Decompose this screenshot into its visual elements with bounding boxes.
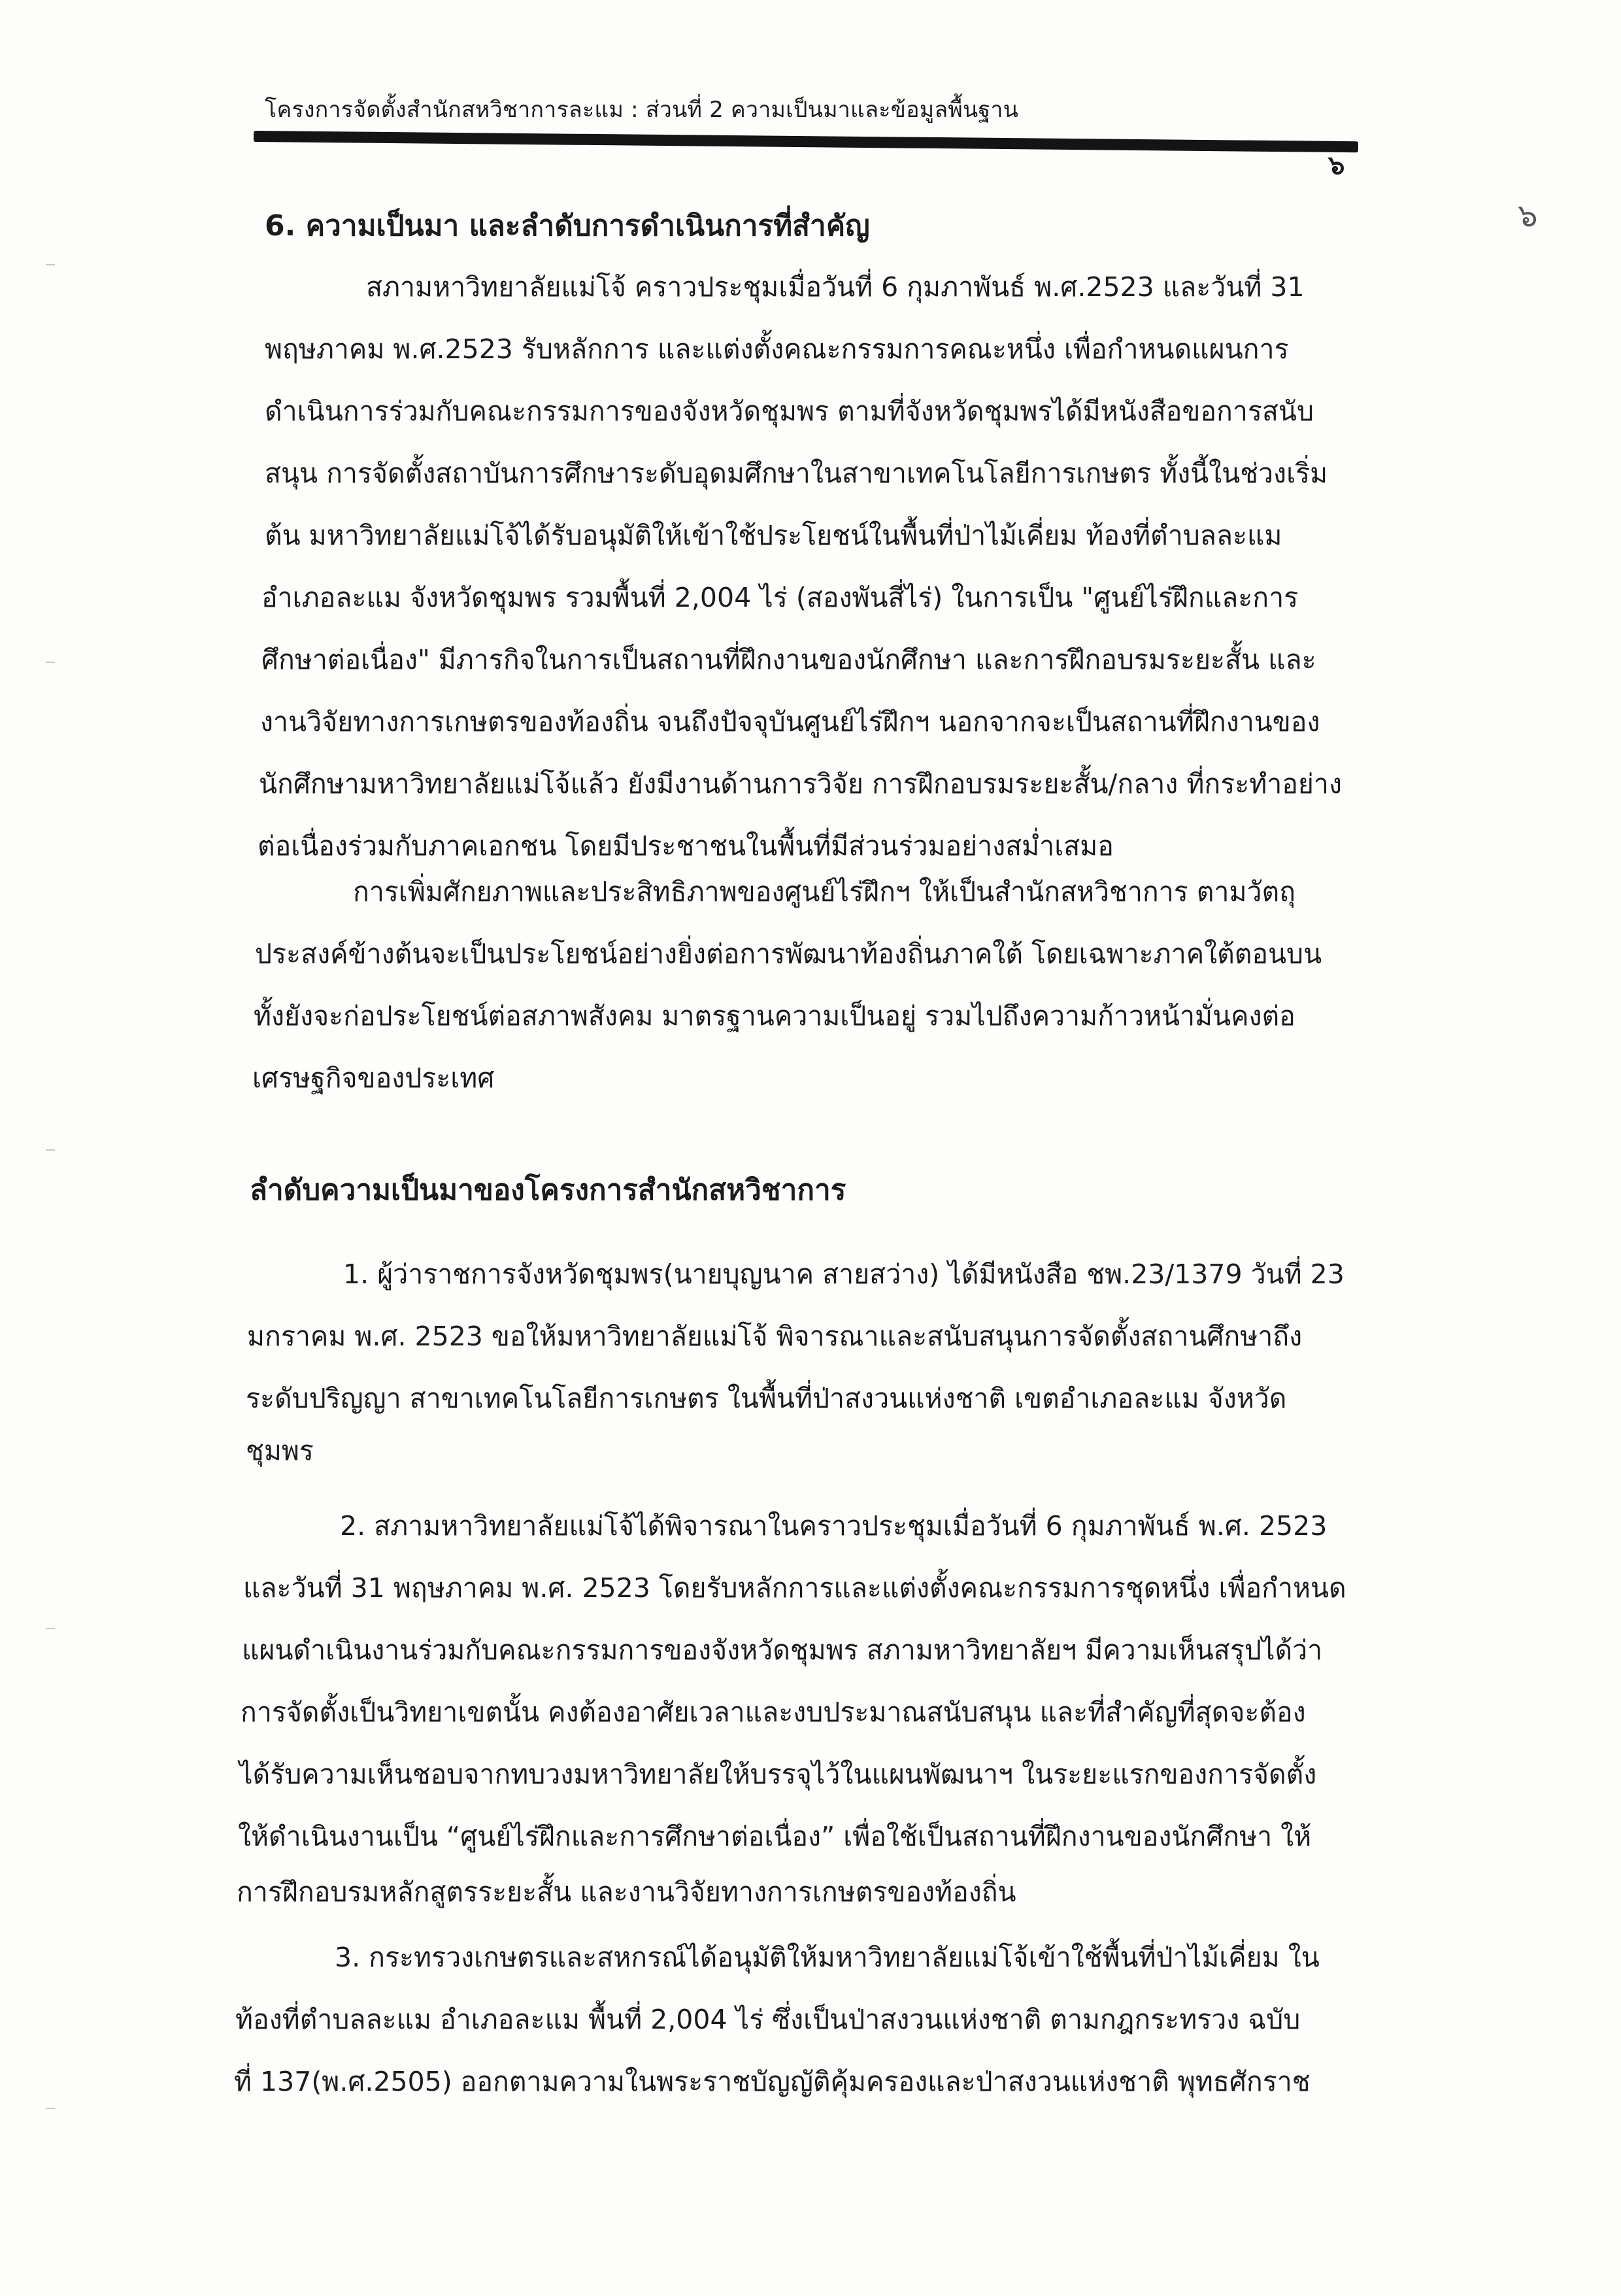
paragraph-line: ต้น มหาวิทยาลัยแม่โจ้ได้รับอนุมัติให้เข้าใช้ประโยชน์ในพื้นที่ป่าไม้เคี่ยม ท้องที่ตำบลละแม [265,520,1282,551]
header-rule [254,131,1358,152]
list-item-line: 3. กระทรวงเกษตรและสหกรณ์ได้อนุมัติให้มหาวิทยาลัยแม่โจ้เข้าใช้พื้นที่ป่าไม้เคี่ยม ใน [335,1942,1320,1973]
scan-speck [46,662,55,663]
page-number: ๖ [1328,150,1345,180]
paragraph-line: การเพิ่มศักยภาพและประสิทธิภาพของศูนย์ไร่ฝึกฯ ให้เป็นสำนักสหวิชาการ ตามวัตถุ [353,876,1295,907]
section-heading: ลำดับความเป็นมาของโครงการสำนักสหวิชาการ [250,1173,846,1207]
list-item-line: ที่ 137(พ.ศ.2505) ออกตามความในพระราชบัญญัติคุ้มครองและป่าสงวนแห่งชาติ พุทธศักราช [234,2066,1311,2097]
paragraph-line: ดำเนินการร่วมกับคณะกรรมการของจังหวัดชุมพร ตามที่จังหวัดชุมพรได้มีหนังสือขอการสนับ [265,396,1314,427]
list-item-line: ชุมพร [246,1435,314,1466]
paragraph-line: ต่อเนื่องร่วมกับภาคเอกชน โดยมีประชาชนในพื้นที่มีส่วนร่วมอย่างสม่ำเสมอ [258,830,1114,862]
list-item-line: ให้ดำเนินงานเป็น “ศูนย์ไร่ฝึกและการศึกษาต่อเนื่อง” เพื่อใช้เป็นสถานที่ฝึกงานของนักศึกษา ให้ [238,1821,1312,1852]
paragraph-line: พฤษภาคม พ.ศ.2523 รับหลักการ และแต่งตั้งคณะกรรมการคณะหนึ่ง เพื่อกำหนดแผนการ [265,333,1289,365]
list-item-line: การจัดตั้งเป็นวิทยาเขตนั้น คงต้องอาศัยเวลาและงบประมาณสนับสนุน และที่สำคัญที่สุดจะต้อง [241,1697,1306,1728]
list-item-line: 2. สภามหาวิทยาลัยแม่โจ้ได้พิจารณาในคราวประชุมเมื่อวันที่ 6 กุมภาพันธ์ พ.ศ. 2523 [340,1510,1328,1542]
list-item-line: ระดับปริญญา สาขาเทคโนโลยีการเกษตร ในพื้นที่ป่าสงวนแห่งชาติ เขตอำเภอละแม จังหวัด [246,1383,1287,1414]
paragraph-line: เศรษฐกิจของประเทศ [252,1062,495,1094]
margin-page-mark: ๖ [1518,197,1538,234]
paragraph-line: สภามหาวิทยาลัยแม่โจ้ คราวประชุมเมื่อวันที่ 6 กุมภาพันธ์ พ.ศ.2523 และวันที่ 31 [366,271,1305,303]
list-item-line: มกราคม พ.ศ. 2523 ขอให้มหาวิทยาลัยแม่โจ้ พิจารณาและสนับสนุนการจัดตั้งสถานศึกษาถึง [247,1321,1303,1352]
paragraph-line: อำเภอละแม จังหวัดชุมพร รวมพื้นที่ 2,004 ไร่ (สองพันสี่ไร่) ในการเป็น "ศูนย์ไร่ฝึกและการ [261,582,1299,613]
running-header-title: โครงการจัดตั้งสำนักสหวิชาการละแม : ส่วนที่ 2 ความเป็นมาและข้อมูลพื้นฐาน [265,97,1019,123]
list-item-line: การฝึกอบรมหลักสูตรระยะสั้น และงานวิจัยทางการเกษตรของท้องถิ่น [237,1876,1016,1908]
list-item-line: ได้รับความเห็นชอบจากทบวงมหาวิทยาลัยให้บรรจุไว้ในแผนพัฒนาฯ ในระยะแรกของการจัดตั้ง [239,1759,1317,1790]
paragraph-line: สนุน การจัดตั้งสถาบันการศึกษาระดับอุดมศึกษาในสาขาเทคโนโลยีการเกษตร ทั้งนี้ในช่วงเริ่ม [265,458,1328,489]
scan-speck [46,264,55,265]
list-item-line: แผนดำเนินงานร่วมกับคณะกรรมการของจังหวัดชุมพร สภามหาวิทยาลัยฯ มีความเห็นสรุปได้ว่า [242,1634,1323,1666]
section-heading: 6. ความเป็นมา และลำดับการดำเนินการที่สำคัญ [265,209,870,243]
scan-speck [46,1149,55,1151]
list-item-line: และวันที่ 31 พฤษภาคม พ.ศ. 2523 โดยรับหลักการและแต่งตั้งคณะกรรมการชุดหนึ่ง เพื่อกำหนด [243,1572,1346,1604]
paragraph-line: ศึกษาต่อเนื่อง" มีภารกิจในการเป็นสถานที่ฝึกงานของนักศึกษา และการฝึกอบรมระยะสั้น และ [261,644,1316,675]
paragraph-line: ทั้งยังจะก่อประโยชน์ต่อสภาพสังคม มาตรฐานความเป็นอยู่ รวมไปถึงความก้าวหน้ามั่นคงต่อ [254,1000,1295,1032]
scan-speck [46,1628,55,1629]
scan-speck [46,2108,55,2109]
paragraph-line: นักศึกษามหาวิทยาลัยแม่โจ้แล้ว ยังมีงานด้านการวิจัย การฝึกอบรมระยะสั้น/กลาง ที่กระทำอย่าง [259,768,1342,800]
paragraph-line: ประสงค์ข้างต้นจะเป็นประโยชน์อย่างยิ่งต่อการพัฒนาท้องถิ่นภาคใต้ โดยเฉพาะภาคใต้ตอนบน [255,938,1322,970]
paragraph-line: งานวิจัยทางการเกษตรของท้องถิ่น จนถึงปัจจุบันศูนย์ไร่ฝึกฯ นอกจากจะเป็นสถานที่ฝึกงานของ [260,706,1320,737]
list-item-line: 1. ผู้ว่าราชการจังหวัดชุมพร(นายบุญนาค สายสว่าง) ได้มีหนังสือ ชพ.23/1379 วันที่ 23 [343,1258,1345,1290]
list-item-line: ท้องที่ตำบลละแม อำเภอละแม พื้นที่ 2,004 ไร่ ซึ่งเป็นป่าสงวนแห่งชาติ ตามกฎกระทรวง ฉบับ [235,2004,1301,2035]
